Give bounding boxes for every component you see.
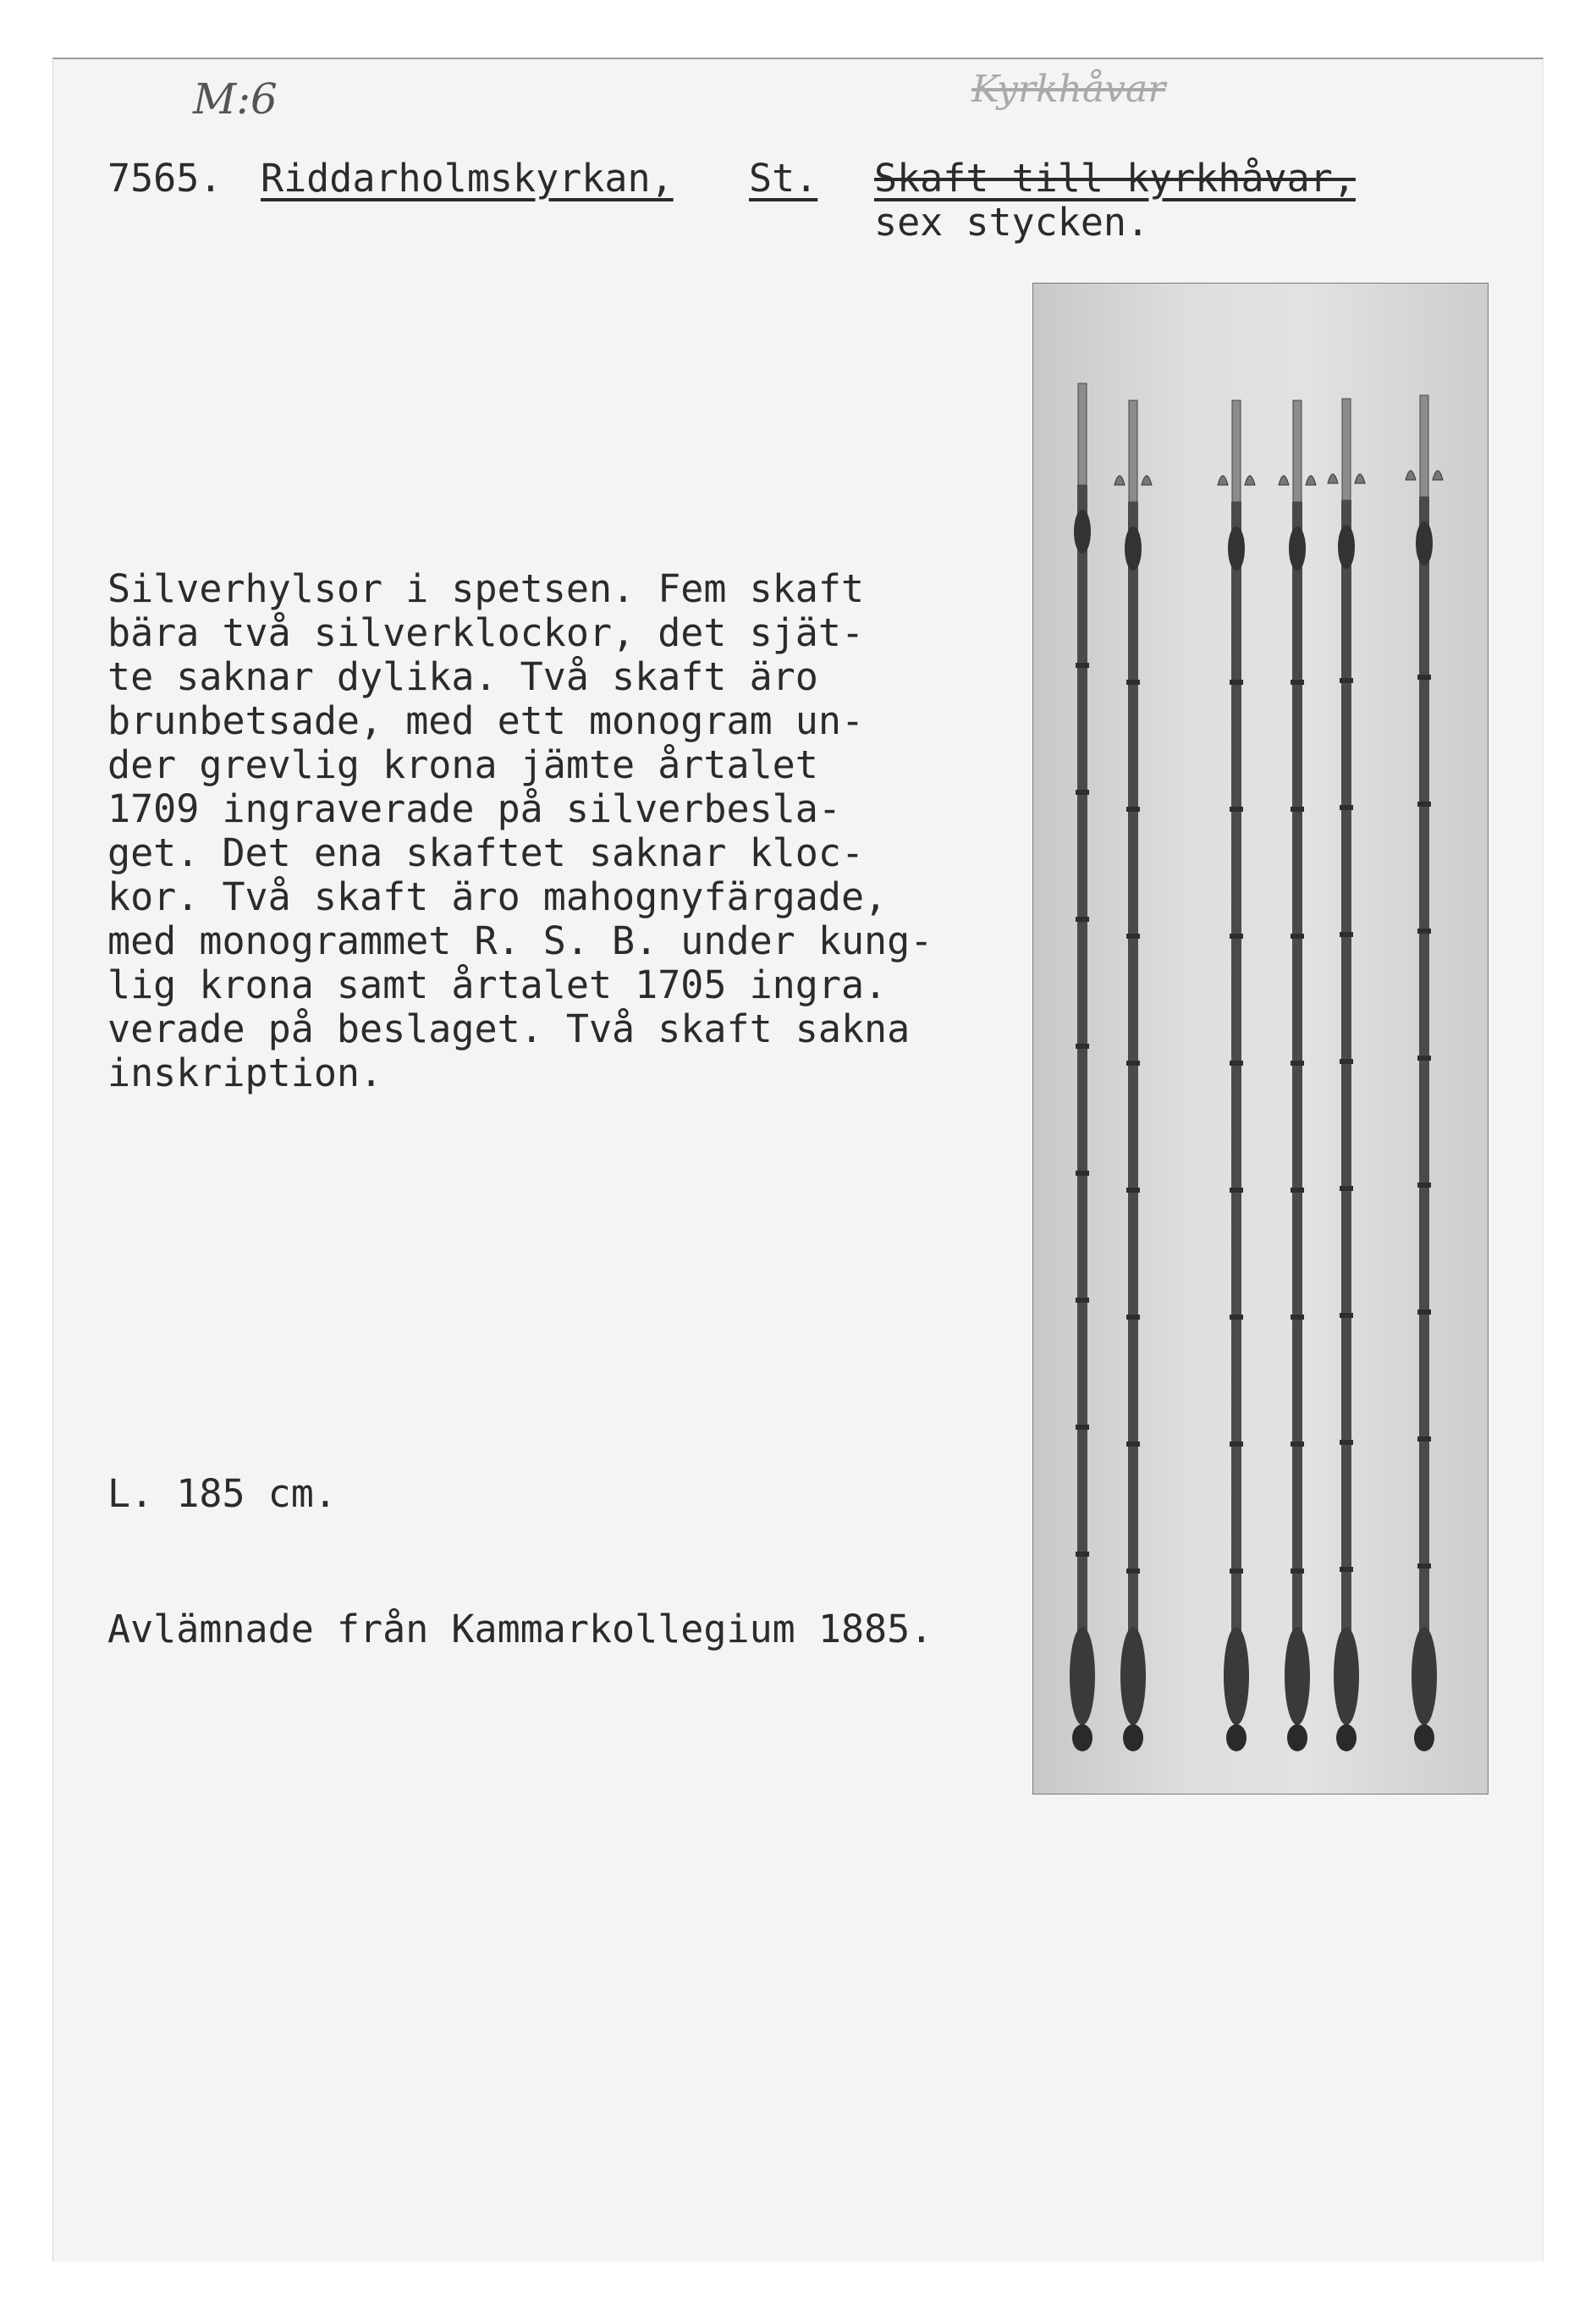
shaft-ring: [1417, 802, 1431, 807]
shaft-ring: [1291, 1188, 1304, 1193]
shaft-handle: [1224, 1627, 1249, 1725]
shaft-ferrule: [1293, 400, 1302, 502]
inventory-number: 7565.: [107, 156, 223, 201]
shaft-ring: [1076, 1171, 1089, 1176]
shaft-handle: [1120, 1627, 1146, 1725]
bell-right: [1142, 476, 1152, 485]
provenance: Avlämnade från Kammarkollegium 1885.: [107, 1607, 933, 1651]
shaft-ring: [1076, 1552, 1089, 1557]
shaft-ring: [1230, 1442, 1243, 1447]
shaft-ring: [1417, 929, 1431, 934]
shaft-knob: [1072, 1724, 1092, 1751]
shaft-body: [1231, 502, 1241, 1655]
shaft-ring: [1076, 790, 1089, 795]
bell-right: [1306, 476, 1316, 485]
shaft-collar: [1228, 526, 1245, 571]
shaft-ferrule: [1129, 400, 1137, 502]
shaft-ring: [1417, 1436, 1431, 1442]
shaft-ring: [1417, 1183, 1431, 1188]
bell-left: [1279, 476, 1289, 485]
shaft-ring: [1126, 1315, 1140, 1320]
church-name: Riddarholmskyrkan,: [261, 156, 674, 201]
shaft-ring: [1417, 1309, 1431, 1315]
shaft-ring: [1126, 1442, 1140, 1447]
shaft-ring: [1230, 680, 1243, 685]
shafts-illustration: [1033, 284, 1488, 1794]
shaft-ring: [1340, 1440, 1353, 1445]
shaft-body: [1128, 502, 1138, 1655]
measurement: L. 185 cm.: [107, 1471, 337, 1516]
shaft-ring: [1340, 1186, 1353, 1191]
object-description: Silverhylsor i spetsen. Fem skaft bära två silverklockor, det sjät- te saknar dylika. Två skaft äro brunbetsade, med ett monogram un- der grevlig krona jämte årtalet 1709 ingraverade på silverbesla- get. Det ena skaftet saknar kloc- kor. Två skaft äro mahognyfärgade, med monogrammet R. S. B. under kung- lig krona samt årtalet 1705 ingra. verade på beslaget. Två skaft sakna inskription.: [107, 566, 933, 1095]
shaft-collar: [1289, 526, 1306, 571]
bell-right: [1245, 476, 1255, 485]
shaft-knob: [1226, 1724, 1247, 1751]
shaft-ferrule: [1342, 399, 1351, 500]
shaft-ring: [1291, 934, 1304, 939]
shaft-ring: [1126, 680, 1140, 685]
shaft-ring: [1291, 1568, 1304, 1574]
shaft-collar: [1125, 526, 1142, 571]
shaft-ring: [1417, 675, 1431, 680]
shaft-ring: [1126, 1568, 1140, 1574]
object-title: Skaft till kyrkhåvar,: [874, 156, 1356, 201]
shaft-ring: [1340, 932, 1353, 937]
shaft-ring: [1126, 1061, 1140, 1066]
bell-left: [1218, 476, 1228, 485]
shaft-ring: [1230, 1061, 1243, 1066]
catalog-card: [52, 58, 1544, 2262]
bell-left: [1114, 476, 1125, 485]
shaft-ring: [1340, 1059, 1353, 1064]
shaft-ring: [1076, 1044, 1089, 1049]
shaft-handle: [1070, 1627, 1095, 1725]
shaft-ring: [1126, 1188, 1140, 1193]
shaft-ring: [1230, 1568, 1243, 1574]
bell-left: [1406, 471, 1416, 480]
shaft-ring: [1230, 807, 1243, 812]
shaft-knob: [1336, 1724, 1357, 1751]
bell-right: [1433, 471, 1443, 480]
shaft-ring: [1230, 1315, 1243, 1320]
shaft-ring: [1291, 1061, 1304, 1066]
shaft-knob: [1123, 1724, 1143, 1751]
shaft-body: [1341, 500, 1351, 1655]
shaft-knob: [1287, 1724, 1307, 1751]
shaft-ring: [1076, 663, 1089, 668]
shaft-ring: [1291, 680, 1304, 685]
shaft-ring: [1417, 1563, 1431, 1568]
shaft-ring: [1340, 1567, 1353, 1572]
shaft-body: [1419, 497, 1429, 1655]
handwritten-crossed-note: Kyrkhåvar: [971, 68, 1166, 111]
shaft-knob: [1414, 1724, 1434, 1751]
bell-left: [1328, 474, 1338, 483]
shaft-collar: [1338, 525, 1355, 569]
shaft-ferrule: [1232, 400, 1241, 502]
shaft-ferrule: [1078, 383, 1087, 485]
shaft-handle: [1412, 1627, 1437, 1725]
shaft-ring: [1291, 1442, 1304, 1447]
shaft-body: [1292, 502, 1302, 1655]
shaft-ring: [1291, 807, 1304, 812]
shaft-collar: [1416, 521, 1433, 565]
bell-right: [1355, 474, 1365, 483]
object-photograph: [1032, 283, 1489, 1795]
shaft-ring: [1340, 805, 1353, 810]
shaft-ring: [1340, 1313, 1353, 1318]
shaft-ring: [1076, 1298, 1089, 1303]
shaft-ring: [1126, 934, 1140, 939]
object-title-cont: sex stycken.: [874, 200, 1150, 245]
shaft-handle: [1285, 1627, 1310, 1725]
shaft-ring: [1126, 807, 1140, 812]
shaft-ring: [1076, 1425, 1089, 1430]
shaft-ring: [1076, 917, 1089, 922]
shaft-ring: [1291, 1315, 1304, 1320]
shaft-ferrule: [1420, 395, 1428, 497]
shaft-ring: [1340, 678, 1353, 683]
shaft-collar: [1074, 510, 1091, 554]
handwritten-mark: M:6: [193, 74, 278, 124]
shaft-ring: [1230, 934, 1243, 939]
city-abbrev: St.: [749, 156, 818, 201]
shaft-ring: [1230, 1188, 1243, 1193]
shaft-handle: [1334, 1627, 1359, 1725]
shaft-ring: [1417, 1056, 1431, 1061]
shaft-body: [1077, 485, 1087, 1655]
